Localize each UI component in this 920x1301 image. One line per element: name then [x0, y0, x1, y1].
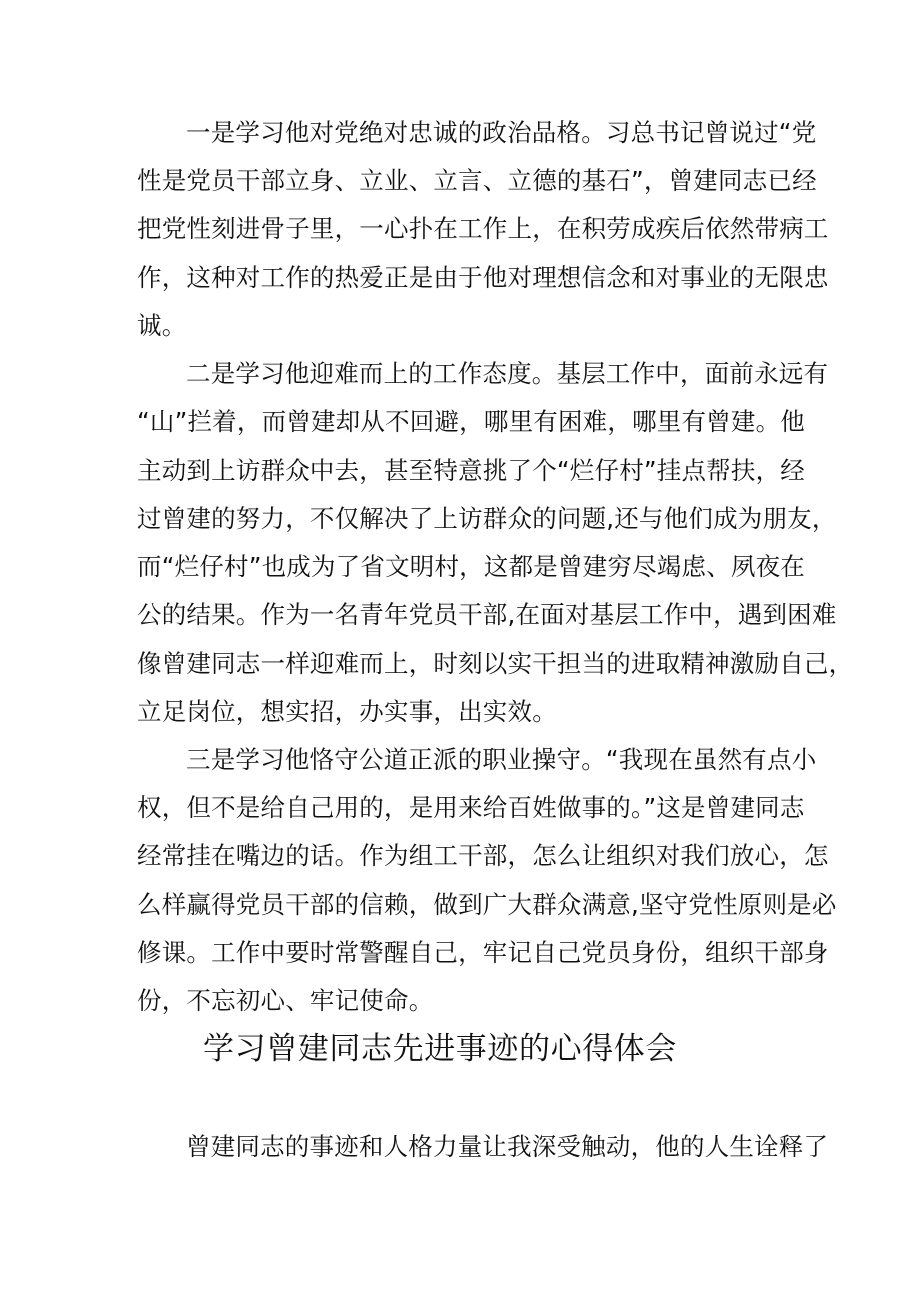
paragraph-2-line-8: 立足岗位，想实招，办实事，出实效。 [137, 697, 557, 726]
paragraph-3-line-1: 三是学习他恪守公道正派的职业操守。“我现在虽然有点小 [186, 745, 817, 774]
paragraph-2-line-5: 而“烂仔村”也成为了省文明村，这都是曾建穷尽竭虑、夙夜在 [137, 552, 805, 581]
paragraph-1-line-3: 把党性刻进骨子里，一心扑在工作上，在积劳成疾后依然带病工 [137, 214, 829, 243]
paragraph-1-line-1: 一是学习他对党绝对忠诚的政治品格。习总书记曾说过“党 [186, 118, 817, 147]
paragraph-2-line-2: “山”拦着，而曾建却从不回避，哪里有困难，哪里有曾建。他 [137, 407, 805, 436]
section-title: 学习曾建同志先进事迹的心得体会 [203, 1031, 677, 1067]
paragraph-2-line-3: 主动到上访群众中去，甚至特意挑了个“烂仔村”挂点帮扶，经 [137, 456, 805, 485]
paragraph-3-line-3: 经常挂在嘴边的话。作为组工干部，怎么让组织对我们放心，怎 [137, 841, 829, 870]
paragraph-2-line-6: 公的结果。作为一名青年党员干部,在面对基层工作中，遇到困难 [137, 600, 837, 629]
paragraph-3-line-2: 权，但不是给自己用的，是用来给百姓做事的。”这是曾建同志 [137, 793, 805, 822]
paragraph-1-line-5: 诚。 [137, 311, 187, 340]
paragraph-3-line-4: 么样赢得党员干部的信赖，做到广大群众满意,坚守党性原则是必 [137, 890, 837, 919]
paragraph-1-line-2: 性是党员干部立身、立业、立言、立德的基石”，曾建同志已经 [137, 166, 817, 195]
paragraph-2-line-1: 二是学习他迎难而上的工作态度。基层工作中，面前永远有 [186, 359, 829, 388]
paragraph-4-line-1: 曾建同志的事迹和人格力量让我深受触动，他的人生诠释了 [186, 1132, 829, 1161]
paragraph-1-line-4: 作，这种对工作的热爱正是由于他对理想信念和对事业的无限忠 [137, 263, 829, 292]
paragraph-2-line-4: 过曾建的努力，不仅解决了上访群众的问题,还与他们成为朋友， [137, 504, 837, 533]
paragraph-3-line-5: 修课。工作中要时常警醒自己，牢记自己党员身份，组织干部身 [137, 938, 829, 967]
paragraph-2-line-7: 像曾建同志一样迎难而上，时刻以实干担当的进取精神激励自己， [137, 649, 854, 678]
paragraph-3-line-6: 份，不忘初心、牢记使命。 [137, 986, 434, 1015]
